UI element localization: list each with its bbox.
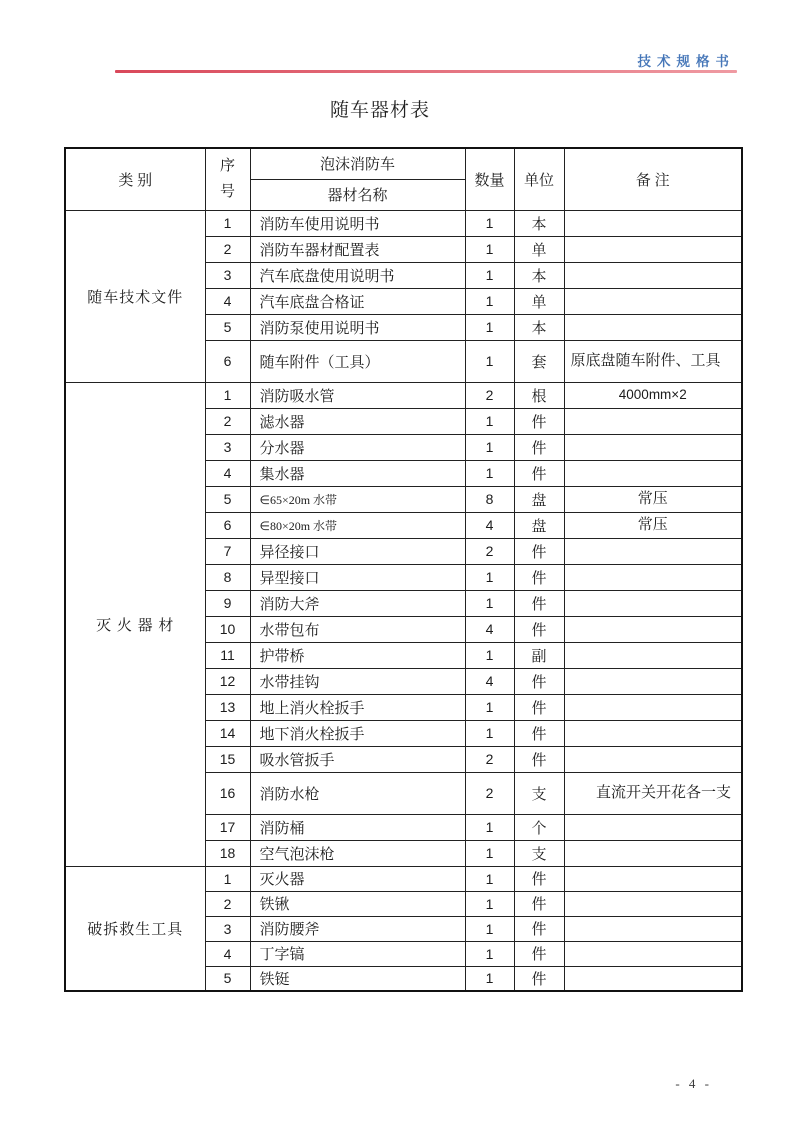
name-cell: 铁铤 [250,966,465,991]
qty-cell: 1 [465,434,514,460]
remark-cell: 直流开关开花各一支 [564,772,742,814]
qty-cell: 1 [465,891,514,916]
unit-cell: 单 [514,288,564,314]
serial-cell: 11 [205,642,250,668]
qty-cell: 1 [465,916,514,941]
serial-cell: 17 [205,814,250,840]
name-cell: 水带包布 [250,616,465,642]
unit-cell: 盘 [514,486,564,512]
name-cell: 集水器 [250,460,465,486]
remark-cell [564,966,742,991]
qty-cell: 1 [465,340,514,382]
remark-cell [564,236,742,262]
name-cell: 消防腰斧 [250,916,465,941]
category-cell: 灭 火 器 材 [65,382,205,866]
remark-cell [564,262,742,288]
serial-cell: 4 [205,941,250,966]
serial-cell: 6 [205,340,250,382]
name-cell: ∈80×20m 水带 [250,512,465,538]
remark-cell [564,616,742,642]
serial-cell: 3 [205,434,250,460]
unit-cell: 本 [514,210,564,236]
equipment-table-body [65,210,742,991]
unit-cell: 件 [514,916,564,941]
serial-cell: 5 [205,966,250,991]
remark-cell [564,642,742,668]
unit-cell: 件 [514,966,564,991]
name-cell: 异径接口 [250,538,465,564]
remark-cell [564,460,742,486]
qty-cell: 1 [465,814,514,840]
qty-cell: 2 [465,746,514,772]
unit-cell: 套 [514,340,564,382]
unit-cell: 件 [514,460,564,486]
name-cell: 护带桥 [250,642,465,668]
name-cell: 水带挂钩 [250,668,465,694]
remark-cell: 4000mm×2 [564,382,742,408]
qty-cell: 1 [465,236,514,262]
header-vehicle-type: 泡沫消防车 [250,148,465,179]
name-cell: 灭火器 [250,866,465,891]
remark-cell [564,408,742,434]
remark-cell [564,840,742,866]
qty-cell: 1 [465,941,514,966]
page-title: 随车器材表 [329,100,430,121]
serial-cell: 14 [205,720,250,746]
category-cell: 破拆救生工具 [65,866,205,991]
remark-cell [564,720,742,746]
table-header-row-1 [65,148,742,179]
serial-cell: 2 [205,891,250,916]
equipment-table-container [64,147,743,992]
header-serial-text: 序号 [219,158,235,201]
serial-cell: 13 [205,694,250,720]
header-divider-line [115,70,737,73]
serial-cell: 1 [205,382,250,408]
remark-cell [564,814,742,840]
remark-cell [564,746,742,772]
serial-cell: 15 [205,746,250,772]
unit-cell: 本 [514,262,564,288]
unit-cell: 件 [514,564,564,590]
table-header [65,148,742,210]
page-number: - 4 - [675,1076,712,1091]
qty-cell: 1 [465,642,514,668]
qty-cell: 1 [465,408,514,434]
remark-cell [564,314,742,340]
serial-cell: 4 [205,288,250,314]
qty-cell: 1 [465,288,514,314]
remark-cell [564,916,742,941]
name-cell: 异型接口 [250,564,465,590]
serial-cell: 12 [205,668,250,694]
header-equipment-name: 器材名称 [250,179,465,210]
serial-cell: 2 [205,408,250,434]
serial-cell: 1 [205,866,250,891]
unit-cell: 件 [514,866,564,891]
name-cell: ∈65×20m 水带 [250,486,465,512]
unit-cell: 件 [514,694,564,720]
unit-cell: 根 [514,382,564,408]
name-cell: 消防泵使用说明书 [250,314,465,340]
qty-cell: 2 [465,382,514,408]
unit-cell: 副 [514,642,564,668]
serial-cell: 7 [205,538,250,564]
qty-cell: 1 [465,210,514,236]
qty-cell: 1 [465,262,514,288]
qty-cell: 4 [465,616,514,642]
unit-cell: 件 [514,616,564,642]
unit-cell: 单 [514,236,564,262]
qty-cell: 4 [465,512,514,538]
serial-cell: 5 [205,314,250,340]
header-unit: 单位 [514,148,564,210]
qty-cell: 1 [465,590,514,616]
name-cell: 汽车底盘使用说明书 [250,262,465,288]
name-cell: 分水器 [250,434,465,460]
name-cell: 随车附件（工具） [250,340,465,382]
name-cell: 消防水枪 [250,772,465,814]
unit-cell: 件 [514,408,564,434]
qty-cell: 1 [465,460,514,486]
qty-cell: 4 [465,668,514,694]
serial-cell: 1 [205,210,250,236]
name-cell: 地下消火栓扳手 [250,720,465,746]
name-cell: 空气泡沫枪 [250,840,465,866]
qty-cell: 1 [465,840,514,866]
qty-cell: 1 [465,720,514,746]
unit-cell: 本 [514,314,564,340]
unit-cell: 支 [514,840,564,866]
header-qty: 数量 [465,148,514,210]
unit-cell: 件 [514,720,564,746]
serial-cell: 9 [205,590,250,616]
name-cell: 滤水器 [250,408,465,434]
remark-cell: 常压 [564,512,742,538]
unit-cell: 件 [514,538,564,564]
unit-cell: 件 [514,746,564,772]
remark-cell [564,564,742,590]
serial-cell: 16 [205,772,250,814]
remark-cell [564,694,742,720]
serial-cell: 2 [205,236,250,262]
remark-cell [564,668,742,694]
unit-cell: 件 [514,590,564,616]
unit-cell: 个 [514,814,564,840]
serial-cell: 6 [205,512,250,538]
table-row [65,866,742,891]
serial-cell: 5 [205,486,250,512]
serial-cell: 18 [205,840,250,866]
remark-cell [564,288,742,314]
name-cell: 汽车底盘合格证 [250,288,465,314]
name-cell: 消防大斧 [250,590,465,616]
name-cell: 地上消火栓扳手 [250,694,465,720]
remark-cell: 常压 [564,486,742,512]
qty-cell: 1 [465,866,514,891]
remark-cell [564,210,742,236]
qty-cell: 1 [465,564,514,590]
header-remark: 备 注 [564,148,742,210]
remark-cell [564,941,742,966]
serial-cell: 3 [205,262,250,288]
unit-cell: 盘 [514,512,564,538]
serial-cell: 3 [205,916,250,941]
header-category: 类 别 [65,148,205,210]
remark-cell [564,538,742,564]
equipment-table [64,147,743,992]
name-cell: 吸水管扳手 [250,746,465,772]
remark-cell [564,590,742,616]
remark-cell [564,866,742,891]
remark-cell: 原底盘随车附件、工具 [564,340,742,382]
serial-cell: 4 [205,460,250,486]
qty-cell: 1 [465,694,514,720]
category-cell: 随车技术文件 [65,210,205,382]
qty-cell: 2 [465,538,514,564]
name-cell: 消防桶 [250,814,465,840]
table-row [65,210,742,236]
unit-cell: 件 [514,668,564,694]
header-serial [205,148,250,210]
name-cell: 消防吸水管 [250,382,465,408]
name-cell: 铁锹 [250,891,465,916]
table-row [65,382,742,408]
unit-cell: 件 [514,434,564,460]
name-cell: 消防车使用说明书 [250,210,465,236]
qty-cell: 1 [465,966,514,991]
remark-cell [564,891,742,916]
remark-cell [564,434,742,460]
doc-header-label: 技术规格书 [637,54,735,69]
serial-cell: 8 [205,564,250,590]
qty-cell: 1 [465,314,514,340]
qty-cell: 2 [465,772,514,814]
name-cell: 消防车器材配置表 [250,236,465,262]
unit-cell: 件 [514,891,564,916]
qty-cell: 8 [465,486,514,512]
serial-cell: 10 [205,616,250,642]
unit-cell: 件 [514,941,564,966]
name-cell: 丁字镐 [250,941,465,966]
unit-cell: 支 [514,772,564,814]
